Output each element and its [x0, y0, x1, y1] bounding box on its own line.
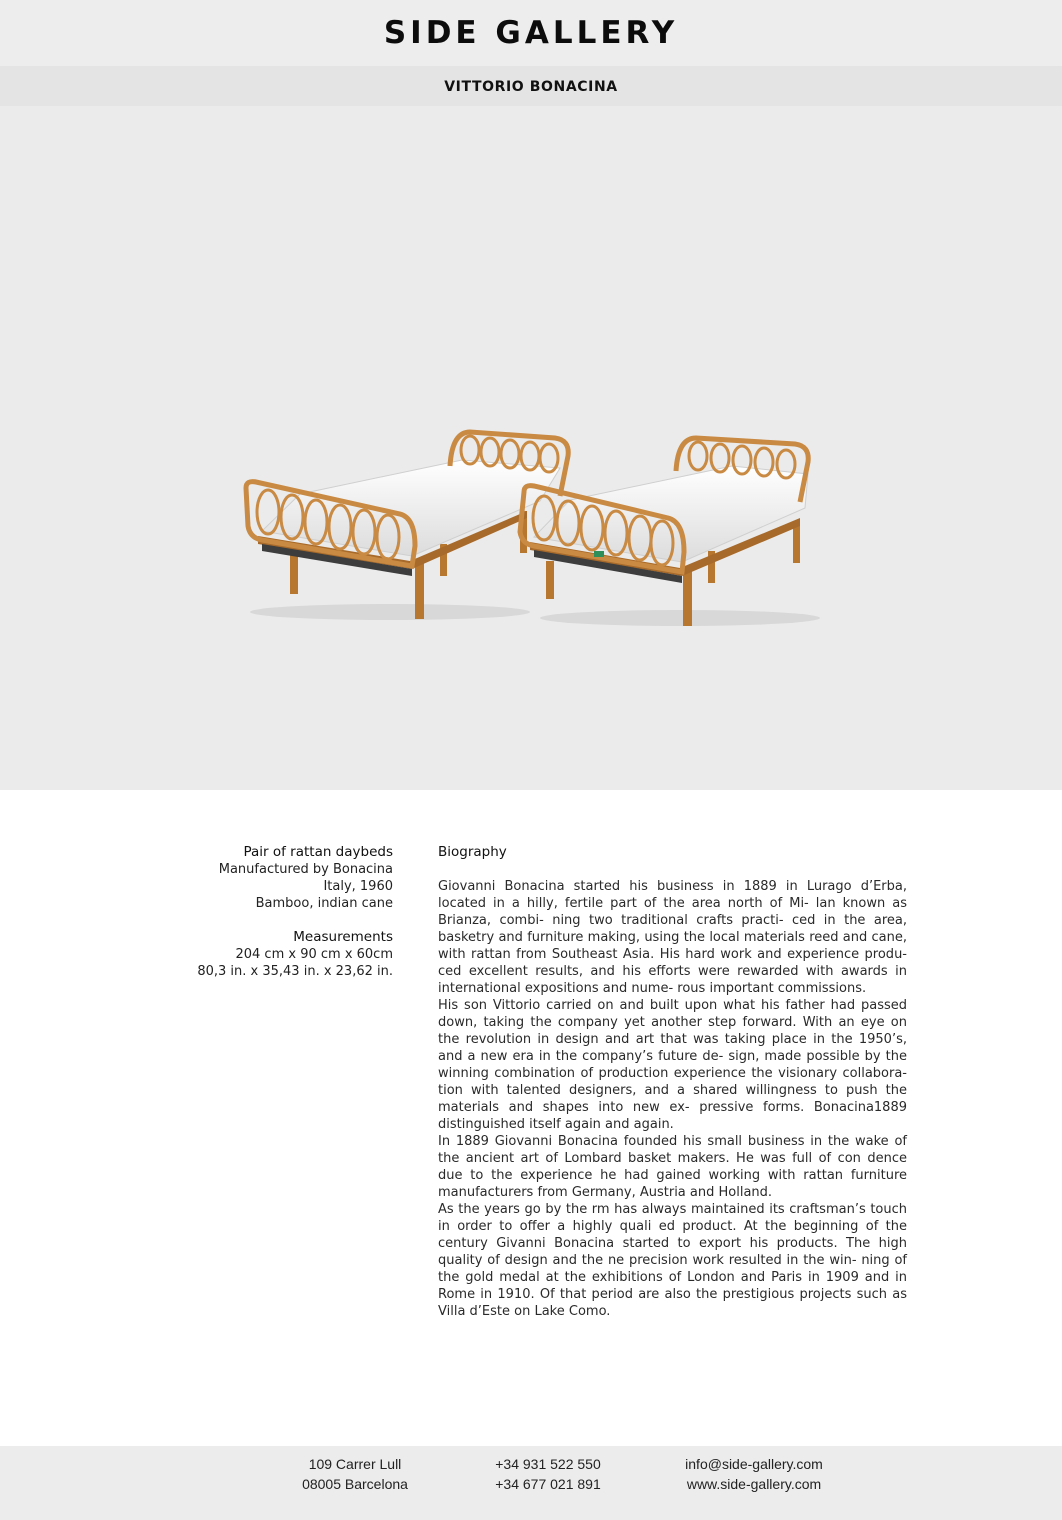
- artist-name: VITTORIO BONACINA: [444, 79, 618, 95]
- product-title: Pair of rattan daybeds: [243, 844, 393, 860]
- product-image: [0, 106, 1062, 790]
- materials: Bamboo, indian cane: [255, 896, 393, 911]
- shadow-right: [540, 610, 820, 626]
- measurements-heading: Measurements: [293, 929, 393, 945]
- address-line2: 08005 Barcelona: [302, 1476, 408, 1492]
- measurements-cm: 204 cm x 90 cm x 60cm: [235, 947, 393, 962]
- artist-bar: [0, 66, 1062, 106]
- phone-2[interactable]: +34 677 021 891: [495, 1476, 601, 1492]
- daybed-right: [520, 438, 808, 626]
- manufacturer: Manufactured by Bonacina: [218, 862, 393, 877]
- footer-address: [290, 1454, 420, 1494]
- biography-paragraph: Giovanni Bonacina started his business in 1889 in Lurago d’Erba, located in a hilly, fertile part of the area north of Mi- lan known as Brianza, combi- ning two traditional crafts practi- ced in the area, basketry and furniture making, using the local materials reed and cane, with rattan from Southeast Asia. His hard work and experience produ- ced excellent results, and his efforts were rewarded with awards in international expositions and nume- rous important commissions.: [438, 879, 907, 996]
- biography-paragraph: As the years go by the rm has always maintained its craftsman’s touch in order to offer a highly quali ed product. At the beginning of the century Givanni Bonacina started to export his products. The high quality of design and the ne precision work resulted in the win- ning of the gold medal at the exhibitions of London and Paris in 1909 and in Rome in 1910. Of that period are also the prestigious projects such as Villa d’Este on Lake Como.: [438, 1202, 907, 1319]
- biography: [438, 844, 907, 1320]
- footer-contact: [672, 1454, 836, 1494]
- measurements-in: 80,3 in. x 35,43 in. x 23,62 in.: [197, 964, 393, 979]
- brand-logo[interactable]: SIDE GALLERY: [383, 15, 679, 51]
- footer-phones: [478, 1454, 618, 1494]
- website-link[interactable]: www.side-gallery.com: [686, 1476, 822, 1492]
- address-line1: 109 Carrer Lull: [308, 1456, 402, 1472]
- header: [0, 0, 1062, 66]
- label-tag: [594, 551, 604, 557]
- biography-paragraph: In 1889 Giovanni Bonacina founded his small business in the wake of the ancient art of Lombard basket makers. He was full of con dence due to the experience he had gained working with rattan furniture manufacturers from Germany, Austria and Holland.: [438, 1134, 907, 1200]
- shadow-left: [250, 604, 530, 620]
- phone-1[interactable]: +34 931 522 550: [495, 1456, 601, 1472]
- email-link[interactable]: info@side-gallery.com: [685, 1456, 823, 1472]
- biography-heading: Biography: [438, 844, 507, 860]
- origin: Italy, 1960: [323, 879, 393, 894]
- product-specs: [150, 844, 393, 980]
- biography-paragraph: His son Vittorio carried on and built upon what his father had passed down, taking the company yet another step forward. With an eye on the revolution in design and art that was taking place in the 1950’s, and a new era in the company’s future de- sign, made possible by the winning combination of production experience the visionary collabora- tion with talented designers, and a shared willingness to push the materials and shapes into new ex- pressive forms. Bonacina1889 distinguished itself again and again.: [438, 998, 907, 1132]
- daybeds-illustration: [0, 106, 1062, 790]
- footer: [0, 1446, 1062, 1520]
